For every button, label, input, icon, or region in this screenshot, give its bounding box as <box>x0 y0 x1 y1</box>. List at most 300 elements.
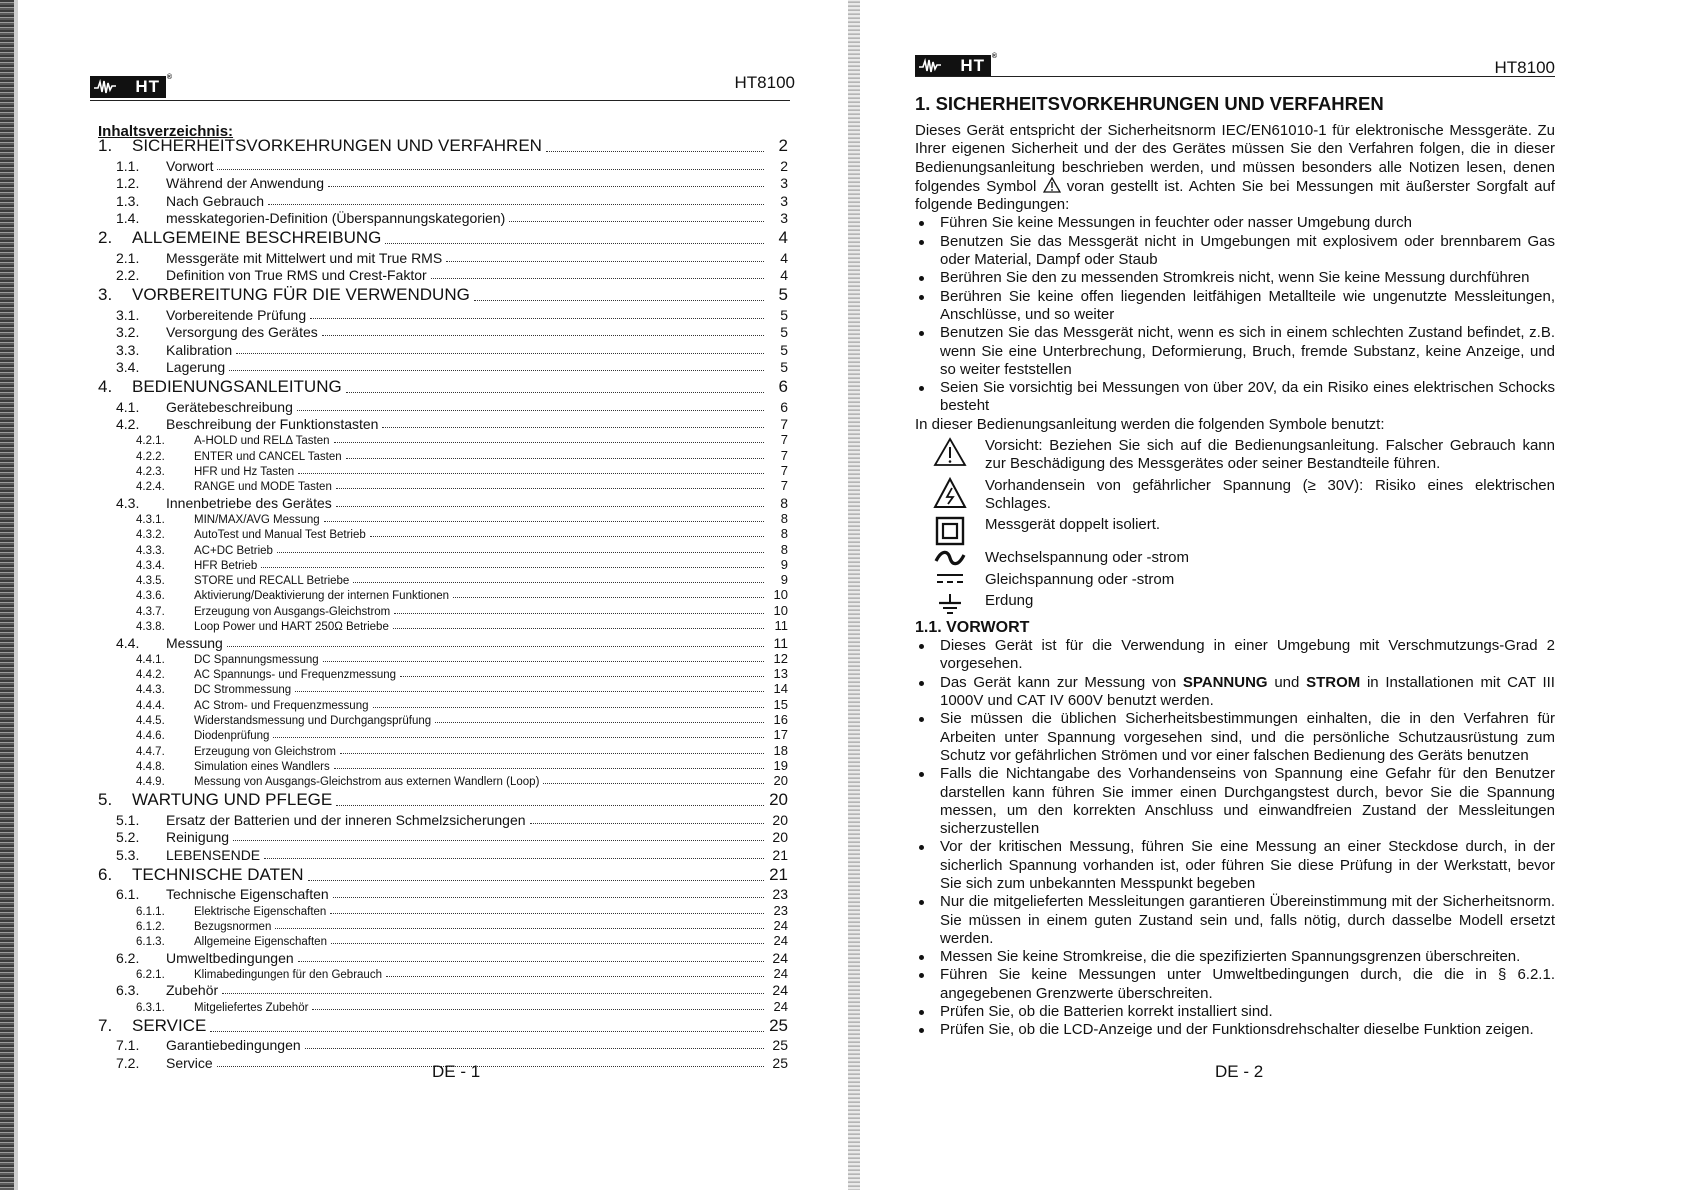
toc-entry-page: 24 <box>773 917 788 933</box>
toc-entry-page: 10 <box>773 602 788 618</box>
registered-mark: ® <box>166 74 173 81</box>
toc-entry-number: 4.4.7. <box>136 745 165 758</box>
toc-entry-number: 3. <box>98 285 113 304</box>
toc-entry[interactable] <box>98 557 788 572</box>
toc-dot-leader <box>336 805 764 806</box>
toc-entry-number: 4.2.2. <box>136 450 165 463</box>
toc-dot-leader <box>229 370 764 371</box>
symbols-list <box>915 437 1555 616</box>
toc-entry-label: AC+DC Betrieb <box>194 544 273 557</box>
toc-entry-page: 8 <box>780 526 788 542</box>
toc-dot-leader <box>340 753 764 754</box>
section-body <box>915 122 1555 1040</box>
toc-entry[interactable] <box>98 432 788 447</box>
toc-dot-leader <box>346 392 764 393</box>
toc-entry-label: Kalibration <box>166 341 233 358</box>
page-header <box>915 0 1605 100</box>
toc-entry-number: 6.2. <box>116 949 140 966</box>
toc-entry[interactable] <box>98 742 788 757</box>
toc-dot-leader <box>322 335 764 336</box>
vorwort-item: Prüfen Sie, ob die Batterien korrekt installiert sind. <box>915 1003 1555 1021</box>
toc-entry-label: Zubehör <box>166 982 219 999</box>
toc-entry-label: Garantiebedingungen <box>166 1037 301 1054</box>
toc-entry[interactable] <box>98 511 788 526</box>
toc-entry-number: 4.4.9. <box>136 776 165 789</box>
toc-dot-leader <box>346 458 764 459</box>
ground-icon <box>915 592 985 616</box>
vorwort-item: Falls die Nichtangabe des Vorhandenseins von Spannung eine Gefahr für den Benutzer darstellen kann führen Sie immer einen Durchgangstest durch, bevor Sie die Spannung messen, um den korrekten Anschluss und einwandfreien Zustand der Messleitungen sicherzustellen <box>915 765 1555 838</box>
ht-logo <box>90 74 173 98</box>
toc-entry-label: DC Spannungsmessung <box>194 653 319 666</box>
condition-item: Berühren Sie keine offen liegenden leitfähigen Metallteile wie ungenutzte Messleitungen, Anschlüsse, und so weiter <box>915 288 1555 325</box>
toc-entry-label: Vorbereitende Prüfung <box>166 306 307 323</box>
toc-entry[interactable] <box>98 463 788 478</box>
toc-entry[interactable] <box>98 209 788 227</box>
toc-dot-leader <box>275 928 764 929</box>
toc-entry[interactable] <box>98 572 788 587</box>
toc-entry-page: 25 <box>772 1037 788 1054</box>
ht-logo <box>915 53 998 77</box>
vorwort-item: Dieses Gerät ist für die Verwendung in einer Umgebung mit Verschmutzungs-Grad 2 vorgesehen. <box>915 637 1555 674</box>
model-label: HT8100 <box>1494 58 1555 77</box>
header-rule <box>90 100 790 101</box>
toc-entry-number: 4.3.1. <box>136 513 165 526</box>
toc-dot-leader <box>385 243 764 244</box>
toc-dot-leader <box>546 151 764 152</box>
text-segment: und <box>1267 673 1307 691</box>
toc-dot-leader <box>336 488 764 489</box>
toc-entry-label: Bezugsnormen <box>194 920 272 933</box>
toc-entry-label: Reinigung <box>166 829 230 846</box>
toc-entry-page: 13 <box>773 666 788 682</box>
toc-entry-number: 7.1. <box>116 1037 140 1054</box>
toc-entry-label: messkategorien-Definition (Überspannungskategorien) <box>166 210 506 226</box>
toc-entry[interactable] <box>98 191 788 209</box>
toc-entry-number: 3.1. <box>116 306 140 323</box>
toc-entry-page: 4 <box>778 228 788 247</box>
condition-item: Benutzen Sie das Messgerät nicht in Umgebungen mit explosivem oder brennbarem Gas oder Material, Dampf oder Staub <box>915 233 1555 270</box>
toc-entry-number: 6.1.3. <box>136 936 165 949</box>
toc-entry[interactable] <box>98 174 788 192</box>
toc-entry-label: Beschreibung der Funktionstasten <box>166 416 379 432</box>
condition-item: Berühren Sie den zu messenden Stromkreis nicht, wenn Sie keine Messung durchführen <box>915 269 1555 287</box>
toc-entry-number: 6. <box>98 864 113 884</box>
toc-entry-page: 19 <box>773 757 788 773</box>
toc-dot-leader <box>323 661 764 662</box>
toc-entry-page: 3 <box>780 192 788 209</box>
toc-dot-leader <box>334 442 764 443</box>
toc-entry[interactable] <box>98 305 788 323</box>
toc-entry-label: DC Strommessung <box>194 684 292 697</box>
toc-entry-number: 4.2. <box>116 416 140 432</box>
toc-entry-label: HFR Betrieb <box>194 559 258 572</box>
ac-wave-icon <box>915 549 985 567</box>
toc-dot-leader <box>277 552 764 553</box>
toc-entry-page: 3 <box>780 210 788 226</box>
toc-dot-leader <box>331 943 764 944</box>
toc-entry-page: 21 <box>772 846 788 863</box>
toc-entry-page: 4 <box>780 249 788 266</box>
text-segment: in Installationen mit CAT III 1000V und CAT IV 600V benutzt werden. <box>940 673 1555 710</box>
toc-entry-label: ENTER und CANCEL Tasten <box>194 450 342 463</box>
toc-entry-page: 7 <box>780 447 788 463</box>
toc-entry-number: 5. <box>98 790 113 810</box>
toc-entry[interactable] <box>98 681 788 696</box>
toc-entry-number: 7. <box>98 1015 113 1035</box>
toc-entry[interactable] <box>98 358 788 376</box>
toc-entry[interactable] <box>98 651 788 666</box>
toc-dot-leader <box>227 646 764 647</box>
toc-dot-leader <box>370 536 764 537</box>
page-number: DE - 2 <box>1215 1062 1264 1081</box>
toc-dot-leader <box>305 1048 764 1049</box>
toc-entry[interactable] <box>98 340 788 358</box>
vorwort-item: Nur die mitgelieferten Messleitungen garantieren Übereinstimmung mit der Sicherheitsnorm. Sie müssen in einem guten Zustand sein und, falls nötig, durch dasselbe Modell ersetzt werden. <box>915 893 1555 948</box>
toc-entry-page: 18 <box>773 742 788 758</box>
toc-entry-number: 4.3.3. <box>136 544 165 557</box>
toc-dot-leader <box>394 613 764 614</box>
symbol-row <box>915 437 1555 474</box>
signal-wave-icon <box>919 58 953 74</box>
caution-triangle-icon <box>915 437 985 467</box>
toc-dot-leader <box>509 221 764 222</box>
toc-entry[interactable] <box>98 933 788 948</box>
toc-entry-number: 4.4.1. <box>136 653 165 666</box>
toc-entry-page: 5 <box>780 359 788 375</box>
toc-entry-label: Mitgeliefertes Zubehör <box>194 1001 309 1014</box>
toc-entry-number: 1.2. <box>116 175 140 191</box>
toc-entry-page: 9 <box>780 556 788 572</box>
toc-entry[interactable] <box>98 810 788 828</box>
toc-entry-number: 4.4. <box>116 634 140 651</box>
toc-entry-label: Aktivierung/Deaktivierung der internen Funktionen <box>194 590 450 603</box>
toc-entry-number: 5.1. <box>116 811 140 828</box>
toc-entry-page: 20 <box>772 811 788 828</box>
page-header <box>90 0 795 100</box>
toc-entry[interactable] <box>98 618 788 633</box>
toc-entry-page: 14 <box>773 681 788 697</box>
toc-dot-leader <box>264 858 764 859</box>
toc-dot-leader <box>328 186 764 187</box>
logo-text: HT <box>135 77 160 96</box>
page-gutter <box>848 0 860 1190</box>
symbol-row <box>915 516 1555 546</box>
toc-entry-label: Widerstandsmessung und Durchgangsprüfung <box>194 715 432 728</box>
toc-entry-label: WARTUNG UND PFLEGE <box>132 790 333 810</box>
toc-entry-label: RANGE und MODE Tasten <box>194 481 332 494</box>
toc-entry-page: 7 <box>780 416 788 432</box>
toc-entry[interactable] <box>98 966 788 981</box>
toc-entry-number: 4.2.4. <box>136 481 165 494</box>
toc-entry-label: VORBEREITUNG FÜR DIE VERWENDUNG <box>132 285 470 304</box>
symbol-description: Messgerät doppelt isoliert. <box>985 516 1161 534</box>
toc-entry-number: 4.3.4. <box>136 559 165 572</box>
toc-dot-leader <box>233 840 764 841</box>
scan-binding-shadow <box>14 0 18 1190</box>
symbol-description: Wechselspannung oder -strom <box>985 549 1189 567</box>
symbol-description: Erdung <box>985 591 1034 609</box>
vorwort-item <box>915 674 1555 711</box>
safety-conditions-list <box>915 214 1555 415</box>
toc-entry-label: Definition von True RMS und Crest-Faktor <box>166 267 427 283</box>
toc-dot-leader <box>393 628 764 629</box>
toc-entry[interactable] <box>98 696 788 711</box>
double-insulation-icon <box>915 516 985 546</box>
toc-entry-number: 4.3.7. <box>136 605 165 618</box>
toc-entry-number: 4.3.8. <box>136 621 165 634</box>
toc-entry-label: Allgemeine Eigenschaften <box>194 936 327 949</box>
toc-entry[interactable] <box>98 541 788 556</box>
condition-item: Benutzen Sie das Messgerät nicht, wenn es sich in einem schlechten Zustand befindet, z.B. wenn Sie eine Unterbrechung, Deformierung, Bruch, fremde Substanz, keine Anzeige, und so weiter feststellen <box>915 324 1555 379</box>
toc-entry[interactable] <box>98 397 788 415</box>
toc-entry-page: 5 <box>780 324 788 340</box>
intro-text-part1: Dieses Gerät entspricht der Sicherheitsnorm IEC/EN61010-1 für elektronische Messgeräte. Zu Ihrer eigenen Sicherheit und der des Gerätes müssen Sie den Verfahren folgen, die in dieser Bedienungsanleitung beschrieben werden, und müssen besonders alle Notizen lesen, denen folgendes Symbol <box>915 122 1555 195</box>
section-heading: 1. SICHERHEITSVORKEHRUNGEN UND VERFAHREN <box>915 93 1384 114</box>
toc-entry-label: AutoTest und Manual Test Betrieb <box>194 529 366 542</box>
toc-dot-leader <box>217 169 764 170</box>
toc-entry-number: 3.2. <box>116 324 140 340</box>
toc-dot-leader <box>336 506 764 507</box>
toc-entry[interactable] <box>98 493 788 511</box>
toc-entry-page: 7 <box>780 462 788 478</box>
toc-entry-label: ALLGEMEINE BESCHREIBUNG <box>132 228 382 247</box>
toc-entry[interactable] <box>98 666 788 681</box>
toc-entry-number: 2.1. <box>116 249 140 266</box>
condition-item: Seien Sie vorsichtig bei Messungen von über 20V, da ein Risiko eines elektrischen Schocks besteht <box>915 379 1555 416</box>
toc-entry-label: Klimabedingungen für den Gebrauch <box>194 968 382 981</box>
toc-entry-number: 4.3. <box>116 494 140 511</box>
toc-entry[interactable] <box>98 845 788 863</box>
toc-entry-number: 1.3. <box>116 192 140 209</box>
toc-entry-page: 5 <box>778 285 788 304</box>
toc-entry-page: 6 <box>778 377 788 396</box>
toc-entry-label: Elektrische Eigenschaften <box>194 905 327 918</box>
toc-entry[interactable] <box>98 375 788 397</box>
toc-dot-leader <box>400 676 764 677</box>
toc-dot-leader <box>530 823 764 824</box>
toc-entry-label: A-HOLD und RELΔ Tasten <box>194 435 330 448</box>
toc-entry[interactable] <box>98 981 788 999</box>
toc-entry-page: 17 <box>773 727 788 743</box>
scan-binding-edge <box>0 0 14 1190</box>
toc-entry-page: 2 <box>778 136 788 155</box>
symbol-row <box>915 477 1555 514</box>
toc-entry[interactable] <box>98 863 788 885</box>
logo-text: HT <box>960 56 985 75</box>
toc-entry-page: 23 <box>772 886 788 903</box>
symbol-description: Gleichspannung oder -strom <box>985 570 1175 588</box>
symbol-row <box>915 549 1555 567</box>
symbol-row <box>915 571 1555 589</box>
caution-triangle-icon <box>1043 177 1061 193</box>
toc-entry[interactable] <box>98 758 788 773</box>
toc-entry-label: BEDIENUNGSANLEITUNG <box>132 377 342 396</box>
toc-entry[interactable] <box>98 602 788 617</box>
toc-entry-page: 12 <box>773 650 788 666</box>
toc-entry-number: 1.4. <box>116 210 140 226</box>
toc-entry-number: 3.3. <box>116 341 140 358</box>
toc-entry-number: 3.4. <box>116 359 140 375</box>
toc-entry-page: 25 <box>769 1015 788 1035</box>
vorwort-list <box>915 637 1555 1040</box>
toc-entry[interactable] <box>98 156 788 174</box>
toc-dot-leader <box>543 783 764 784</box>
bold-term-voltage: SPANNUNG <box>1182 673 1268 691</box>
toc-entry-page: 24 <box>772 982 788 999</box>
toc-dot-leader <box>333 897 764 898</box>
toc-entry-page: 15 <box>773 696 788 712</box>
toc-dot-leader <box>334 768 764 769</box>
toc-entry[interactable] <box>98 248 788 266</box>
toc-entry-page: 8 <box>780 510 788 526</box>
toc-entry-number: 4.3.2. <box>136 529 165 542</box>
toc-entry-number: 5.2. <box>116 829 140 846</box>
toc-entry[interactable] <box>98 998 788 1013</box>
toc-entry-page: 11 <box>774 618 788 634</box>
toc-entry-label: Technische Eigenschaften <box>166 886 329 903</box>
toc-dot-leader <box>353 582 764 583</box>
toc-entry-page: 8 <box>780 494 788 511</box>
toc-entry-number: 4.4.5. <box>136 715 165 728</box>
toc-entry[interactable] <box>98 1036 788 1054</box>
text-segment: Das Gerät kann zur Messung von <box>940 673 1183 691</box>
toc-entry-number: 4. <box>98 377 113 396</box>
toc-entry[interactable] <box>98 283 788 305</box>
toc-dot-leader <box>446 261 764 262</box>
toc-entry[interactable] <box>98 633 788 651</box>
vorwort-item: Sie müssen die üblichen Sicherheitsbestimmungen einhalten, die in den Verfahren für Arbeiten unter Spannung vorgesehen sind, und die persönliche Schutzausrüstung zum Schutz vor gefährlichen Strömen und vor einer falschen Bedienung des Geräts benutzen <box>915 710 1555 765</box>
subsection-heading-vorwort: 1.1. VORWORT <box>915 618 1030 636</box>
toc-entry-label: HFR und Hz Tasten <box>194 465 295 478</box>
registered-mark: ® <box>991 53 998 60</box>
toc-dot-leader <box>312 1009 764 1010</box>
toc-entry-label: SICHERHEITSVORKEHRUNGEN UND VERFAHREN <box>132 136 542 155</box>
toc-entry[interactable] <box>98 948 788 966</box>
toc-entry-label: Lagerung <box>166 359 226 375</box>
toc-entry-label: MIN/MAX/AVG Messung <box>194 513 320 526</box>
toc-dot-leader <box>298 473 764 474</box>
toc-dot-leader <box>435 722 764 723</box>
toc-entry-page: 9 <box>780 572 788 588</box>
toc-dot-leader <box>222 993 764 994</box>
toc-entry-label: Gerätebeschreibung <box>166 398 293 415</box>
header-rule <box>915 76 1555 77</box>
toc-entry[interactable] <box>98 902 788 917</box>
toc-entry-label: Nach Gebrauch <box>166 192 265 209</box>
intro-paragraph <box>915 122 1555 214</box>
toc-entry-label: Messgeräte mit Mittelwert und mit True RMS <box>166 249 443 266</box>
toc-entry-number: 5.3. <box>116 846 140 863</box>
toc-entry-page: 10 <box>773 587 788 603</box>
high-voltage-triangle-icon <box>915 477 985 509</box>
toc-dot-leader <box>268 204 764 205</box>
condition-item: Führen Sie keine Messungen in feuchter oder nasser Umgebung durch <box>915 214 1555 232</box>
toc-entry[interactable] <box>98 526 788 541</box>
toc-entry-page: 7 <box>780 432 788 448</box>
toc-entry-number: 4.2.1. <box>136 435 165 448</box>
toc-entry-page: 21 <box>769 864 788 884</box>
toc-entry[interactable] <box>98 828 788 846</box>
toc-entry[interactable] <box>98 788 788 810</box>
symbols-intro: In dieser Bedienungsanleitung werden die folgenden Symbole benutzt: <box>915 415 1385 433</box>
toc-entry-number: 6.1. <box>116 886 140 903</box>
toc-entry-page: 6 <box>780 398 788 415</box>
table-of-contents <box>98 134 788 1071</box>
toc-entry[interactable] <box>98 447 788 462</box>
toc-dot-leader <box>298 961 764 962</box>
toc-entry-page: 24 <box>773 965 788 981</box>
toc-entry[interactable] <box>98 727 788 742</box>
toc-entry[interactable] <box>98 587 788 602</box>
toc-entry-page: 8 <box>780 541 788 557</box>
toc-entry[interactable] <box>98 478 788 493</box>
toc-entry-page: 23 <box>773 902 788 918</box>
toc-entry-number: 4.2.3. <box>136 465 165 478</box>
toc-entry[interactable] <box>98 712 788 727</box>
toc-entry[interactable] <box>98 134 788 156</box>
toc-entry[interactable] <box>98 415 788 433</box>
toc-dot-leader <box>373 707 765 708</box>
toc-title: Inhaltsverzeichnis: <box>98 123 234 140</box>
toc-dot-leader <box>386 976 764 977</box>
toc-dot-leader <box>453 597 764 598</box>
toc-entry-label: AC Strom- und Frequenzmessung <box>194 699 369 712</box>
toc-dot-leader <box>210 1031 764 1032</box>
toc-entry-number: 4.4.6. <box>136 730 165 743</box>
toc-entry-number: 2. <box>98 228 113 247</box>
toc-entry-number: 4.4.3. <box>136 684 165 697</box>
toc-entry-number: 6.3. <box>116 982 140 999</box>
toc-entry-page: 2 <box>780 157 788 174</box>
toc-entry-label: SERVICE <box>132 1015 207 1035</box>
toc-entry[interactable] <box>98 1014 788 1036</box>
toc-entry-label: Während der Anwendung <box>166 175 324 191</box>
vorwort-item: Vor der kritischen Messung, führen Sie eine Messung an einer Steckdose durch, in der sicherlich Spannung vorhanden ist, oder führen Sie diese Prüfung in der Werkstatt, bevor Sie sich zum unbekannten Messpunkt begeben <box>915 838 1555 893</box>
toc-entry-label: Umweltbedingungen <box>166 949 294 966</box>
toc-entry[interactable] <box>98 226 788 248</box>
toc-entry[interactable] <box>98 266 788 284</box>
bold-term-current: STROM <box>1306 673 1361 691</box>
toc-dot-leader <box>324 521 764 522</box>
toc-dot-leader <box>382 427 764 428</box>
toc-entry-number: 6.3.1. <box>136 1001 165 1014</box>
toc-entry-label: Loop Power und HART 250Ω Betriebe <box>194 621 389 634</box>
toc-entry-label: Service <box>166 1054 213 1071</box>
toc-entry-label: AC Spannungs- und Frequenzmessung <box>194 669 397 682</box>
toc-entry-number: 7.2. <box>116 1054 140 1071</box>
toc-entry-page: 20 <box>772 829 788 846</box>
right-page <box>915 0 1605 1190</box>
toc-entry-number: 1.1. <box>116 157 140 174</box>
toc-entry[interactable] <box>98 885 788 903</box>
vorwort-item: Prüfen Sie, ob die LCD-Anzeige und der Funktionsdrehschalter dieselbe Funktion zeigen. <box>915 1021 1555 1039</box>
toc-entry[interactable] <box>98 773 788 788</box>
toc-entry[interactable] <box>98 918 788 933</box>
left-page <box>90 0 795 1190</box>
toc-entry-label: STORE und RECALL Betriebe <box>194 575 350 588</box>
toc-entry-number: 1. <box>98 136 113 155</box>
toc-entry-page: 4 <box>780 267 788 283</box>
toc-entry-number: 4.3.6. <box>136 590 165 603</box>
toc-entry-number: 4.4.2. <box>136 669 165 682</box>
toc-entry-page: 24 <box>773 998 788 1014</box>
toc-entry[interactable] <box>98 323 788 341</box>
toc-entry-label: Diodenprüfung <box>194 730 270 743</box>
toc-dot-leader <box>273 737 764 738</box>
toc-dot-leader <box>308 880 764 881</box>
toc-entry-page: 5 <box>780 341 788 358</box>
toc-entry-number: 6.2.1. <box>136 968 165 981</box>
